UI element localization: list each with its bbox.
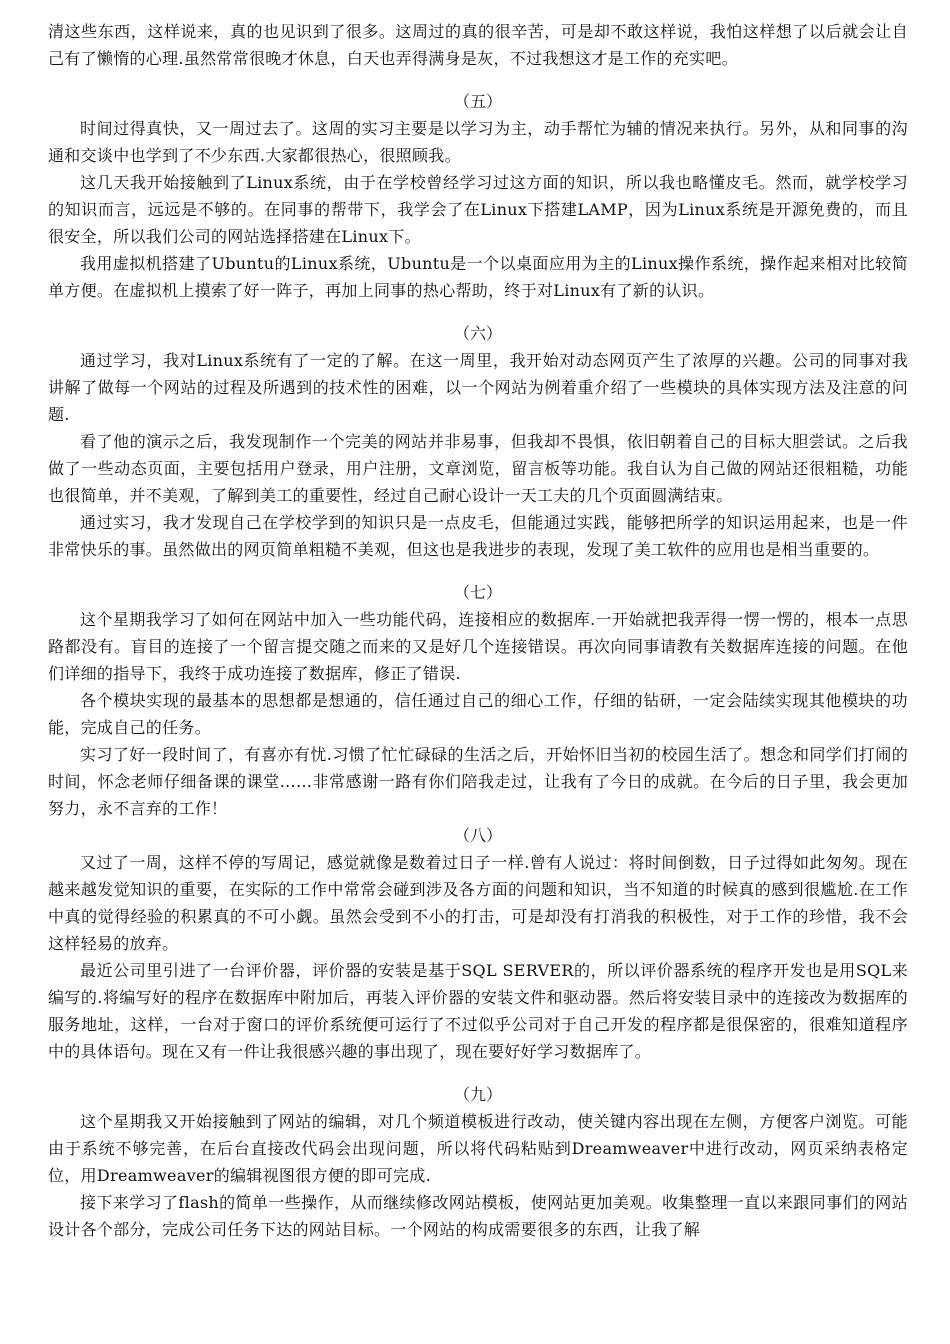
section-heading-9: （九） xyxy=(453,1085,502,1104)
section-6-paragraph-2: 看了他的演示之后，我发现制作一个完美的网站并非易事，但我却不畏惧，依旧朝着自己的目标大胆尝试。之后我做了一些动态页面，主要包括用户登录，用户注册，文章浏览，留言板等功能。我自认为自己做的网站还很粗糙，功能也很简单，并不美观，了解到美工的重要性，经过自己耐心设计一天工夫的几个页面圆满结束。 xyxy=(48,432,908,505)
section-heading-5: （五） xyxy=(453,92,502,111)
section-8-paragraph-1: 又过了一周，这样不停的写周记，感觉就像是数着过日子一样.曾有人说过：将时间倒数，日子过得如此匆匆。现在越来越发觉知识的重要，在实际的工作中常常会碰到涉及各方面的问题和知识，当不知道的时候真的感到很尴尬.在工作中真的觉得经验的积累真的不可小觑。虽然会受到不小的打击，可是却没有打消我的积极性，对于工作的珍惜，我不会这样轻易的放弃。 xyxy=(48,853,908,953)
section-7-paragraph-2: 各个模块实现的最基本的思想都是想通的，信任通过自己的细心工作，仔细的钻研，一定会陆续实现其他模块的功能，完成自己的任务。 xyxy=(48,691,908,737)
section-6-paragraph-3: 通过实习，我才发现自己在学校学到的知识只是一点皮毛，但能通过实践，能够把所学的知识运用起来，也是一件非常快乐的事。虽然做出的网页简单粗糙不美观，但这也是我进步的表现，发现了美工软件的应用也是相当重要的。 xyxy=(48,513,908,559)
section-9-paragraph-2: 接下来学习了flash的简单一些操作，从而继续修改网站模板，使网站更加美观。收集整理一直以来跟同事们的网站设计各个部分，完成公司任务下达的网站目标。一个网站的构成需要很多的东西，让我了解 xyxy=(48,1193,908,1239)
section-6-paragraph-1: 通过学习，我对Linux系统有了一定的了解。在这一周里，我开始对动态网页产生了浓厚的兴趣。公司的同事对我讲解了做每一个网站的过程及所遇到的技术性的困难，以一个网站为例着重介绍了一些模块的具体实现方法及注意的问题. xyxy=(48,351,908,424)
section-heading-8: （八） xyxy=(453,826,502,845)
section-9-paragraph-1: 这个星期我又开始接触到了网站的编辑，对几个频道模板进行改动，使关键内容出现在左侧，方便客户浏览。可能由于系统不够完善，在后台直接改代码会出现问题，所以将代码粘贴到Dreamweaver中进行改动，网页采纳表格定位，用Dreamweaver的编辑视图很方便的即可完成. xyxy=(48,1112,908,1185)
section-7-paragraph-3: 实习了好一段时间了，有喜亦有忧.习惯了忙忙碌碌的生活之后，开始怀旧当初的校园生活了。想念和同学们打闹的时间，怀念老师仔细备课的课堂……非常感谢一路有你们陪我走过，让我有了今日的成就。在今后的日子里，我会更加努力，永不言弃的工作！ xyxy=(48,745,908,818)
section-5-paragraph-3: 我用虚拟机搭建了Ubuntu的Linux系统，Ubuntu是一个以桌面应用为主的Linux操作系统，操作起来相对比较简单方便。在虚拟机上摸索了好一阵子，再加上同事的热心帮助，终于对Linux有了新的认识。 xyxy=(48,254,908,300)
section-5-paragraph-2: 这几天我开始接触到了Linux系统，由于在学校曾经学习过这方面的知识，所以我也略懂皮毛。然而，就学校学习的知识而言，远远是不够的。在同事的帮带下，我学会了在Linux下搭建LAMP，因为Linux系统是开源免费的，而且很安全，所以我们公司的网站选择搭建在Linux下。 xyxy=(48,173,908,246)
section-heading-6: （六） xyxy=(453,324,502,343)
section-7-paragraph-1: 这个星期我学习了如何在网站中加入一些功能代码，连接相应的数据库.一开始就把我弄得一愣一愣的，根本一点思路都没有。盲目的连接了一个留言提交随之而来的又是好几个连接错误。再次向同事请教有关数据库连接的问题。在他们详细的指导下，我终于成功连接了数据库，修正了错误. xyxy=(48,610,908,683)
intro-paragraph: 清这些东西，这样说来，真的也见识到了很多。这周过的真的很辛苦，可是却不敢这样说，我怕这样想了以后就会让自己有了懒惰的心理.虽然常常很晚才休息，白天也弄得满身是灰，不过我想这才是工作的充实吧。 xyxy=(48,22,908,68)
section-8-paragraph-2: 最近公司里引进了一台评价器，评价器的安装是基于SQL SERVER的，所以评价器系统的程序开发也是用SQL来编写的.将编写好的程序在数据库中附加后，再装入评价器的安装文件和驱动器。然后将安装目录中的连接改为数据库的服务地址，这样，一台对于窗口的评价系统便可运行了不过似乎公司对于自己开发的程序都是很保密的，很难知道程序中的具体语句。现在又有一件让我很感兴趣的事出现了，现在要好好学习数据库了。 xyxy=(48,961,908,1061)
document-page xyxy=(48,18,908,1243)
section-heading-7: （七） xyxy=(453,583,502,602)
section-5-paragraph-1: 时间过得真快，又一周过去了。这周的实习主要是以学习为主，动手帮忙为辅的情况来执行。另外，从和同事的沟通和交谈中也学到了不少东西.大家都很热心，很照顾我。 xyxy=(48,119,908,165)
